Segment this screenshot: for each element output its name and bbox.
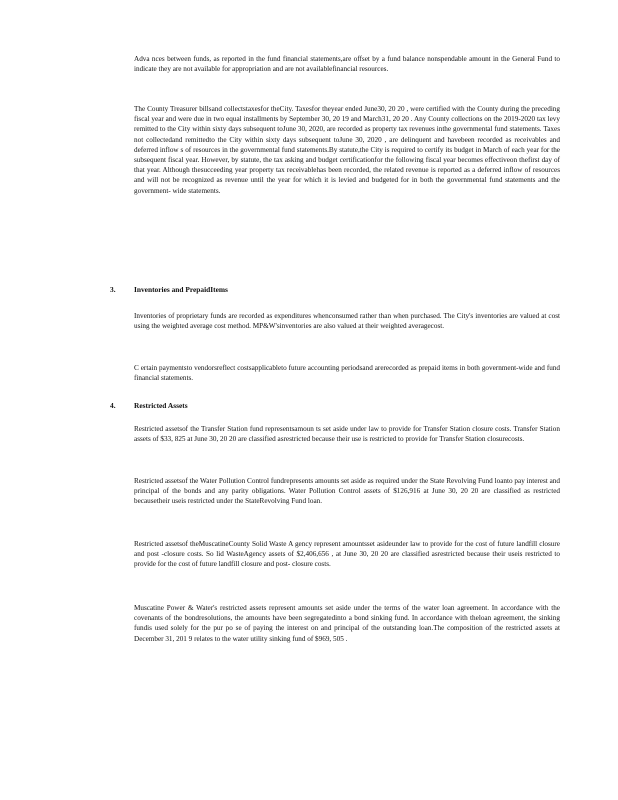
section-heading: Inventories and PrepaidItems (134, 285, 228, 294)
paragraph-solid-waste-agency: Restricted assetsof theMuscatineCounty Solid Waste A gency represent amountsset asideunder law to provide for the cost of future landfill closure and post -closure costs. So lid WasteAgency assets of $2,406,656 , at June 30, 20 20 are classified asrestricted because their useis restricted to provide for the cost of future landfill closure and post- closure costs. (134, 540, 560, 569)
paragraph-muscatine-power-water: Muscatine Power & Water's restricted assets represent amounts set aside under the terms of the water loan agreement. In accordance with the covenants of the bondresolutions, the amounts have been segregatedinto a bond sinking fund. In accordance with theloan agreement, the sinking fundis used solely for the pur po se of paying the interest on and principal of the outstanding loan.The composition of the restricted assets at December 31, 201 9 relates to the water utility sinking fund of $969, 505 . (134, 604, 560, 643)
paragraph-inventories: Inventories of proprietary funds are recorded as expenditures whenconsumed rather than when purchased. The City's inventories are valued at cost using the weighted average cost method. MP&W'sinventories are also valued at their weighted averagecost. (134, 312, 560, 331)
paragraph-advances: Adva nces between funds, as reported in the fund financial statements,are offset by a fund balance nonspendable amount in the General Fund to indicate they are not available for appropriation and are not availablefinancial resources. (134, 55, 560, 74)
paragraph-transfer-station: Restricted assetsof the Transfer Station fund representsamoun ts set aside under law to provide for Transfer Station closure costs. Transfer Station assets of $33, 825 at June 30, 20 20 are classified asrestricted because their use is restricted to provide for Transfer Station closurecosts. (134, 425, 560, 444)
section-heading: Restricted Assets (134, 401, 188, 410)
paragraph-water-pollution-control: Restricted assetsof the Water Pollution Control fundrepresents amounts set aside as required under the State Revolving Fund loanto pay interest and principal of the bonds and any parity obligations. Water Pollution Control assets of $126,916 at June 30, 20 20 are classified as restricted becausetheir useis restricted under the StateRevolving Fund loan. (134, 477, 560, 506)
section-number: 3. (110, 285, 116, 294)
paragraph-prepaid-items: C ertain paymentsto vendorsreflect costsapplicableto future accounting periodsand arerecorded as prepaid items in both government-wide and fund financial statements. (134, 364, 560, 383)
paragraph-county-treasurer: The County Treasurer billsand collectstaxesfor theCity. Taxesfor theyear ended June30, 20 20 , were certified with the County during the preceding fiscal year and were due in two equal installments by September 30, 20 19 and March31, 20 20 . Any County collections on the 2019-2020 tax levy remitted to the City within sixty days subsequent toJune 30, 2020, are recorded as property tax revenues inthe governmental fund statements. Taxes not collectedand remittedto the City within sixty days subsequent toJune 30, 2020 , are delinquent and havebeen recorded as receivables and deferred inflow s of resources in the governmental fund statements.By statute,the City is required to certify its budget in March of each year for the subsequent fiscal year. However, by statute, the tax asking and budget certificationfor the following fiscal year becomes effectiveon thefirst day of that year. Although thesucceeding year property tax receivablehas been recorded, the related revenue is reported as a deferred inflow of resources and will not be recognized as revenue until the year for which it is levied and budgeted for in both the governmental fund statements and the government- wide statements. (134, 105, 560, 195)
section-number: 4. (110, 401, 116, 410)
